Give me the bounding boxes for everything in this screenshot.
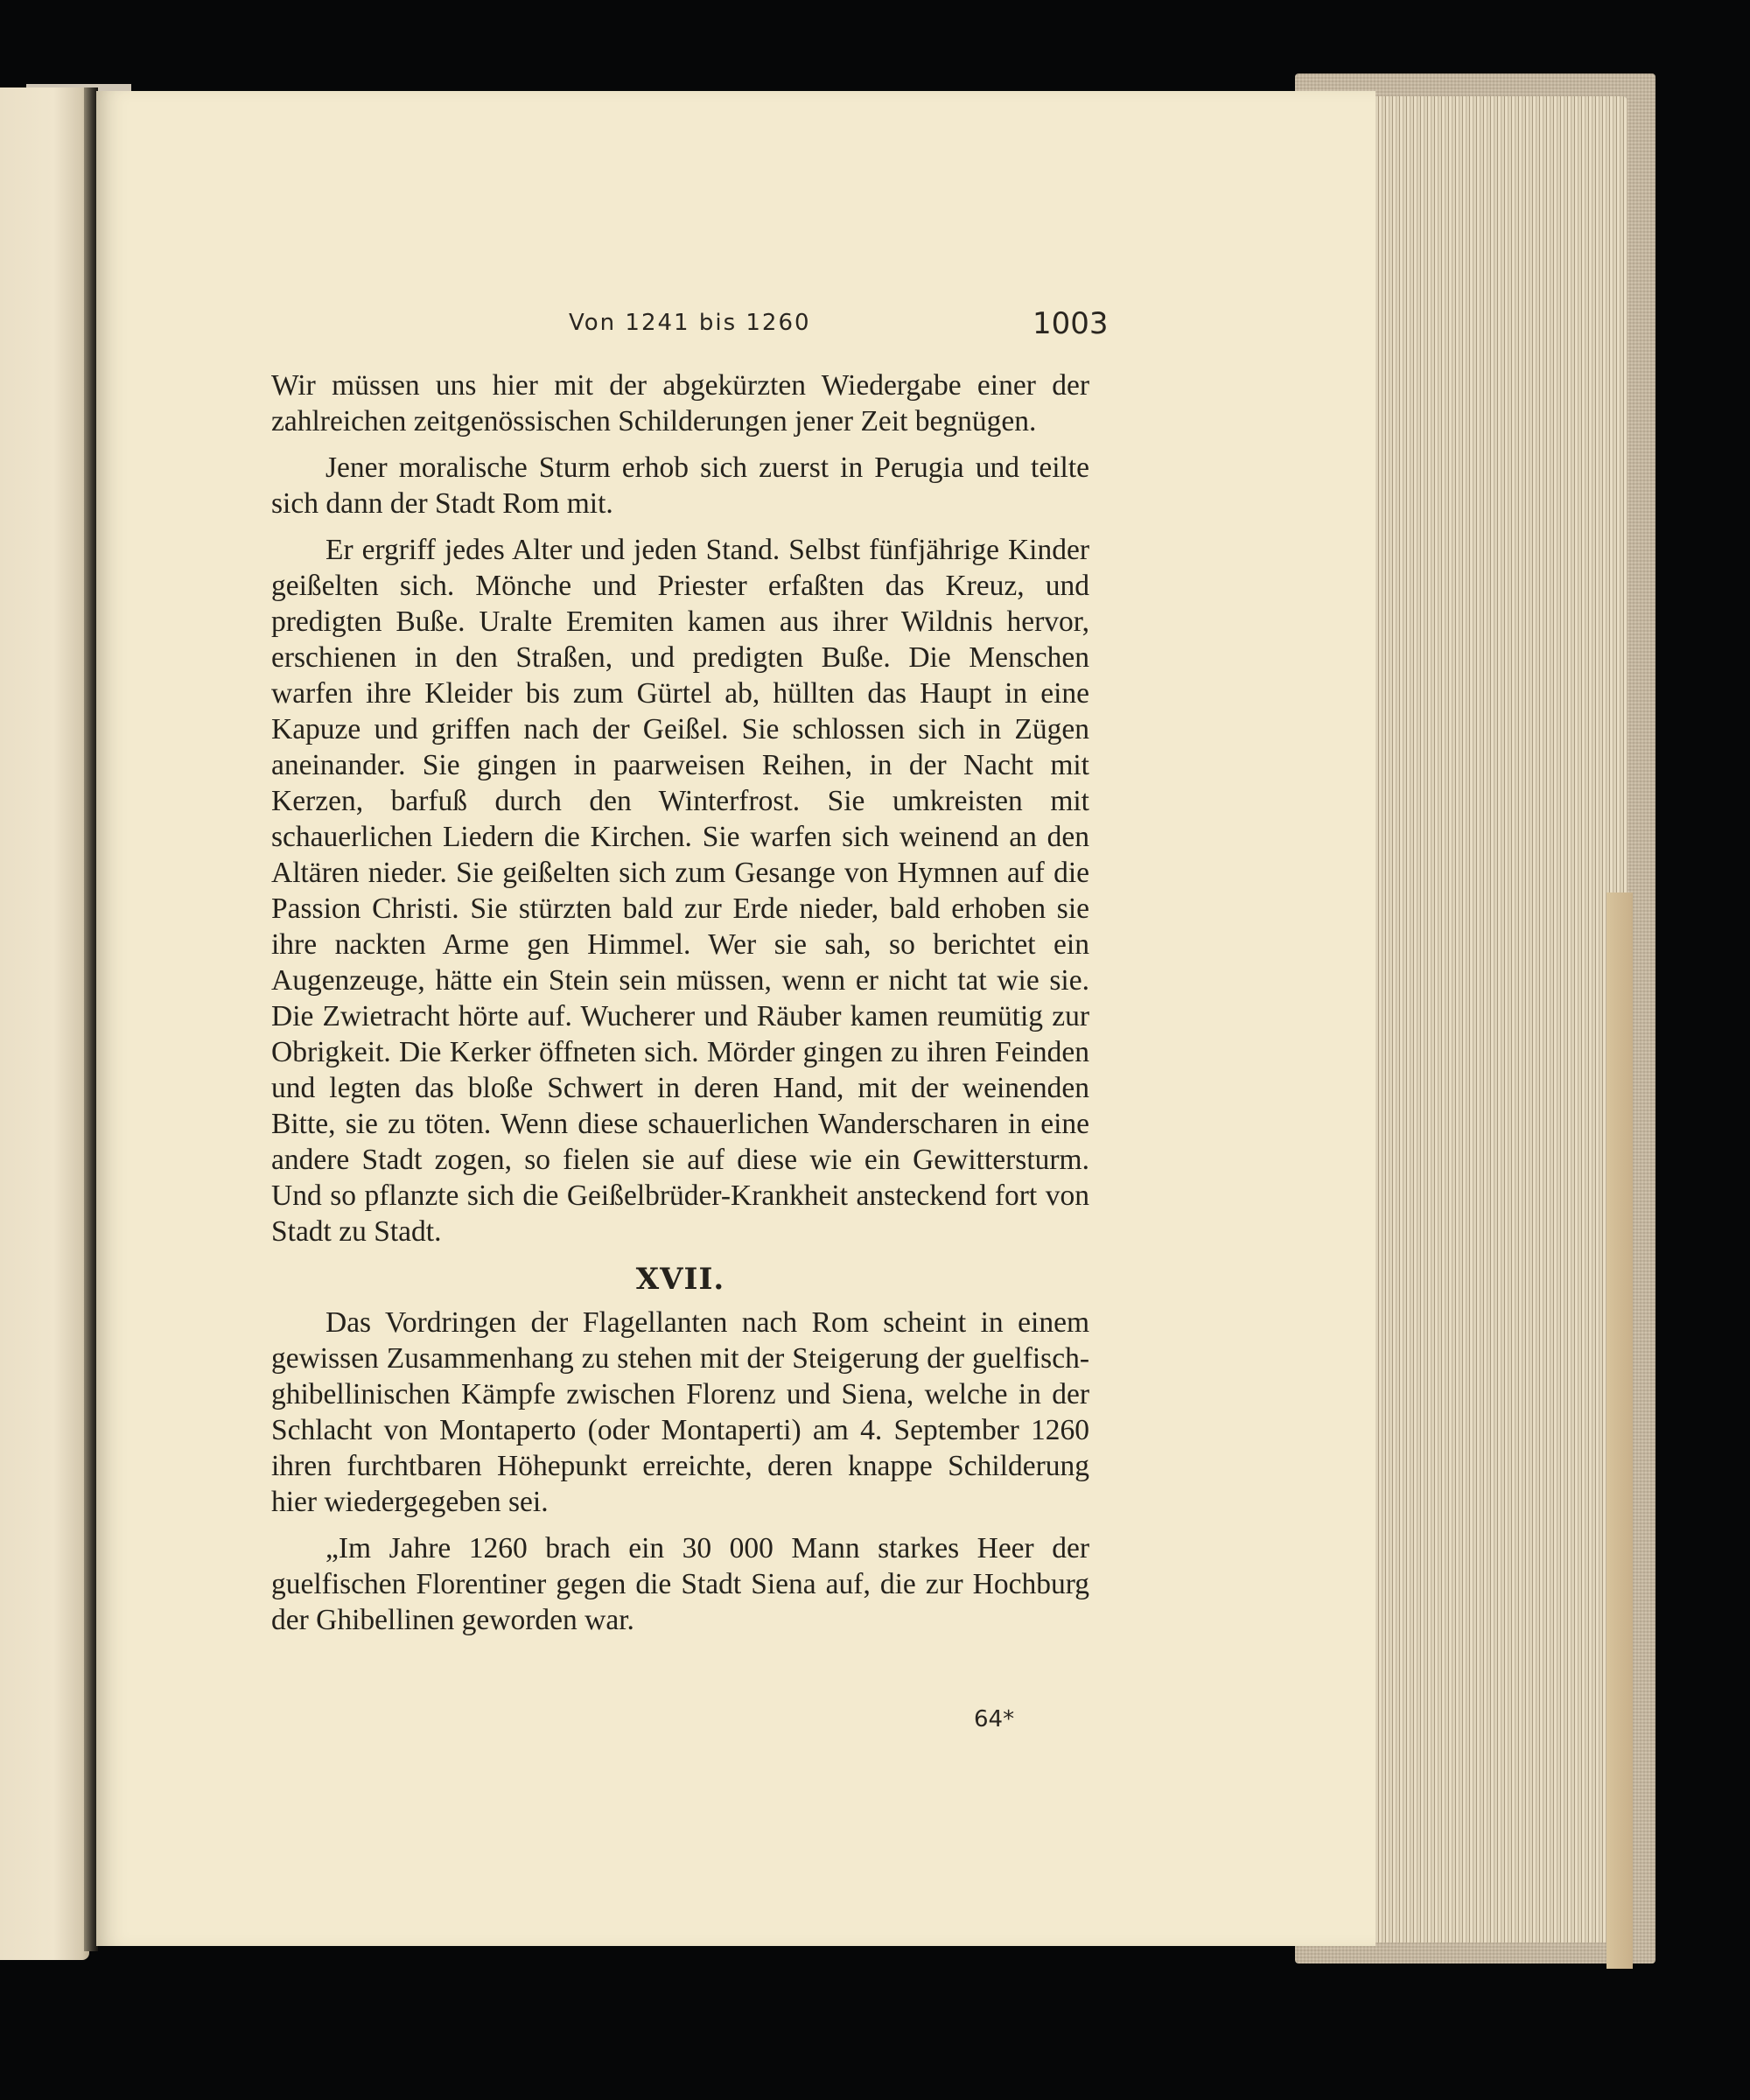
paragraph-4: Das Vordringen der Flagellanten nach Rom scheint in einem gewissen Zusammenhang zu stehen mit der Steigerung der guelfisch-ghibellinischen Kämpfe zwischen Florenz und Siena, welche in der Schlacht von Montaperto (oder Montaperti) am 4. September 1260 ihren furchtbaren Höhepunkt erreichte, deren knappe Schilderung hier wiedergegeben sei. xyxy=(271,1306,1089,1518)
section-heading: XVII. xyxy=(635,1262,725,1297)
paragraph-3: Er ergriff jedes Alter und jeden Stand. Selbst fünfjährige Kinder geißelten sich. Mönche und Priester erfaßten das Kreuz, und predigten Buße. Uralte Eremiten kamen aus ihrer Wildnis hervor, erschienen in den Straßen, und predigten Buße. Die Menschen warfen ihre Kleider bis zum Gürtel ab, hüllten das Haupt in eine Kapuze und griffen nach der Geißel. Sie schlossen sich in Zügen aneinander. Sie gingen in paarweisen Reihen, in der Nacht mit Kerzen, barfuß durch den Winterfrost. Sie umkreisten mit schauerlichen Liedern die Kirchen. Sie warfen sich weinend an den Altären nieder. Sie geißelten sich zum Gesange von Hymnen auf die Passion Christi. Sie stürzten bald zur Erde nieder, bald erhoben sie ihre nackten Arme gen Himmel. Wer sie sah, so berichtet ein Augenzeuge, hätte ein Stein sein müssen, wenn er nicht tat wie sie. Die Zwietracht hörte auf. Wucherer und Räuber kamen reumütig zur Obrigkeit. Die Kerker öffneten sich. Mörder gingen zu ihren Feinden und legten das bloße Schwert in deren Hand, mit der weinenden Bitte, sie zu töten. Wenn diese schauerlichen Wanderscharen in eine andere Stadt zogen, so fielen sie auf diese wie ein Gewittersturm. Und so pflanzte sich die Geißelbrüder-Krankheit ansteckend fort von Stadt zu Stadt. xyxy=(271,534,1089,1248)
running-head: Von 1241 bis 1260 xyxy=(569,310,811,336)
page-block-edges xyxy=(1365,96,1628,1942)
paragraph-1: Wir müssen uns hier mit der abgekürzten Wiedergabe einer der zahlreichen zeitgenössischen Schilderungen jener Zeit begnügen. xyxy=(271,369,1089,438)
page-block-tinted-band xyxy=(1606,892,1633,1969)
left-page-edge xyxy=(0,88,89,1960)
signature-mark: 64* xyxy=(974,1706,1015,1732)
page-number: 1003 xyxy=(1032,306,1109,341)
paragraph-5: „Im Jahre 1260 brach ein 30 000 Mann starkes Heer der guelfischen Florentiner gegen die Stadt Siena auf, die zur Hochburg der Ghibellinen geworden war. xyxy=(271,1532,1089,1636)
body-text xyxy=(271,368,1089,1648)
paragraph-2: Jener moralische Sturm erhob sich zuerst in Perugia und teilte sich dann der Stadt Rom mit. xyxy=(271,452,1089,520)
